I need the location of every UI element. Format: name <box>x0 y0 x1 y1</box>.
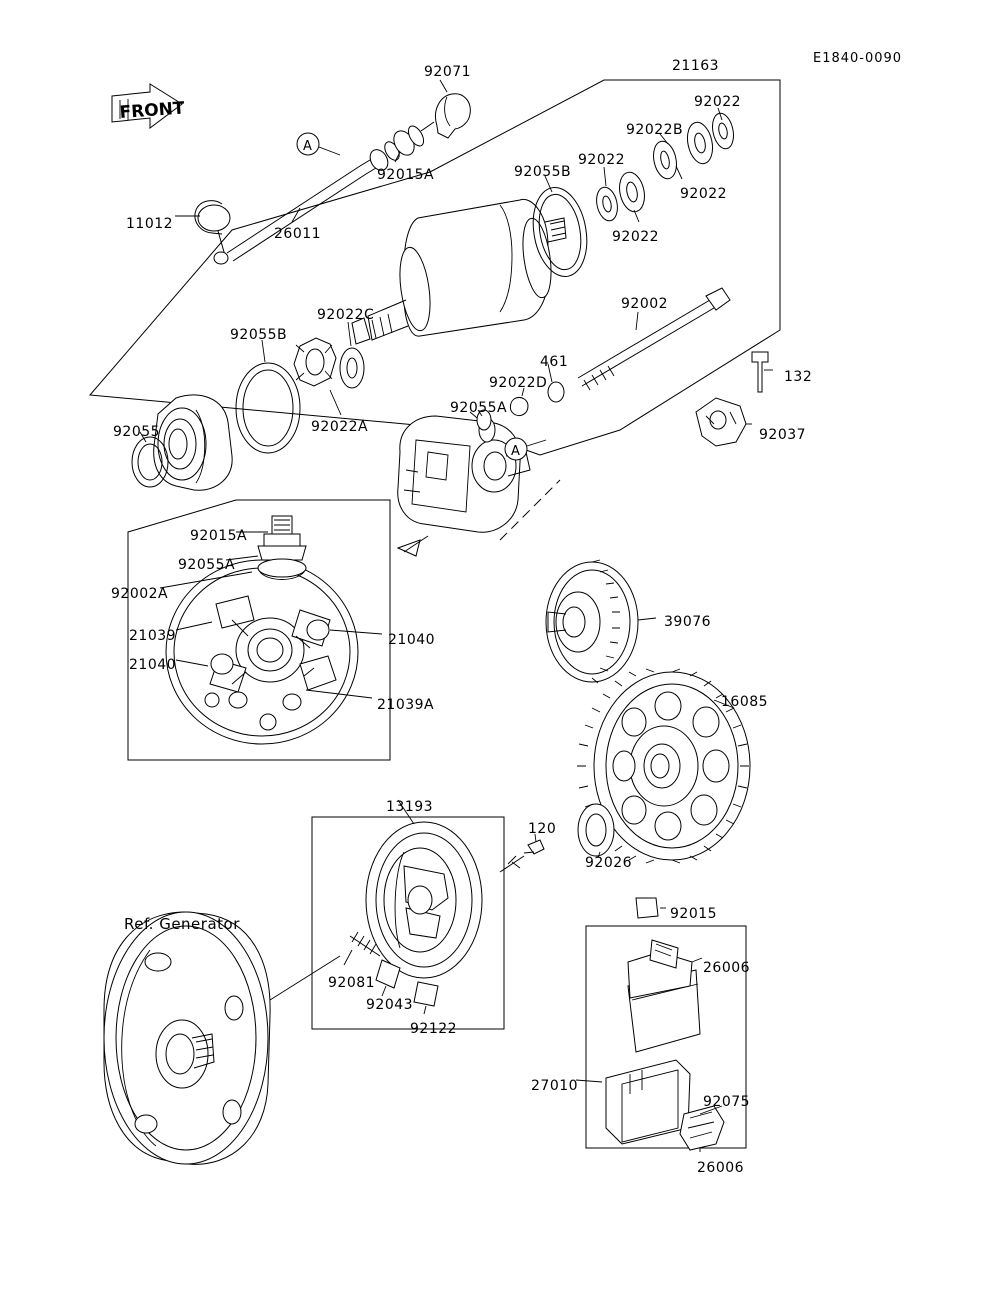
part-label-92022: 92022 <box>694 94 742 110</box>
part-label-21039: 21039 <box>129 628 177 644</box>
part-label-39076: 39076 <box>664 614 712 630</box>
part-120-bolt <box>500 834 544 872</box>
part-39076-idler-gear <box>546 560 656 683</box>
part-92026-shim <box>578 804 614 858</box>
part-label-92055B: 92055B <box>514 164 572 180</box>
part-label-92055: 92055 <box>113 424 161 440</box>
part-label-21040: 21040 <box>129 657 177 673</box>
part-label-21163: 21163 <box>672 58 720 74</box>
part-label-92071: 92071 <box>424 64 472 80</box>
part-92055-end-housing <box>132 395 232 490</box>
part-label-92022C: 92022C <box>317 307 375 323</box>
svg-text:A: A <box>303 139 312 154</box>
part-label-120: 120 <box>528 821 557 837</box>
part-label-92022: 92022 <box>680 186 728 202</box>
part-label-92081: 92081 <box>328 975 376 991</box>
svg-text:FRONT: FRONT <box>118 98 186 123</box>
part-label-92043: 92043 <box>366 997 414 1013</box>
part-461-92022D <box>477 364 564 430</box>
front-arrow-icon <box>112 84 186 128</box>
part-label-92022B: 92022B <box>626 122 684 138</box>
part-label-13193: 13193 <box>386 799 434 815</box>
part-92122-roller <box>414 982 438 1014</box>
part-label-21039A: 21039A <box>377 697 435 713</box>
part-label-92022: 92022 <box>612 229 660 245</box>
part-label-92022: 92022 <box>578 152 626 168</box>
part-27010-starter-relay <box>576 898 724 1152</box>
part-label-92002A: 92002A <box>111 586 169 602</box>
part-label-16085: 16085 <box>721 694 769 710</box>
part-label-21040: 21040 <box>388 632 436 648</box>
part-label-92022D: 92022D <box>489 375 548 391</box>
part-end-bracket <box>398 412 546 532</box>
document-id: E1840-0090 <box>813 51 903 66</box>
part-ref-generator-rotor <box>104 912 340 1164</box>
part-label-92015: 92015 <box>670 906 718 922</box>
part-label-132: 132 <box>784 369 813 385</box>
part-label-27010: 27010 <box>531 1078 579 1094</box>
part-label-92055A: 92055A <box>450 400 508 416</box>
part-label-461: 461 <box>540 354 569 370</box>
part-label-92037: 92037 <box>759 427 807 443</box>
part-label-92022A: 92022A <box>311 419 369 435</box>
part-label-92122: 92122 <box>410 1021 458 1037</box>
part-label-26006: 26006 <box>697 1160 745 1176</box>
svg-text:A: A <box>511 444 520 459</box>
part-label-92075: 92075 <box>703 1094 751 1110</box>
ref-generator-note: Ref. Generator <box>124 915 240 933</box>
part-label-92015A: 92015A <box>377 167 435 183</box>
part-label-92055B: 92055B <box>230 327 288 343</box>
part-label-26006: 26006 <box>703 960 751 976</box>
part-label-92055A: 92055A <box>178 557 236 573</box>
part-label-92026: 92026 <box>585 855 633 871</box>
part-brush-holder-assembly <box>160 516 382 744</box>
part-label-92002: 92002 <box>621 296 669 312</box>
part-starter-motor-body <box>352 199 566 344</box>
part-label-92015A: 92015A <box>190 528 248 544</box>
part-label-11012: 11012 <box>126 216 174 232</box>
part-label-26011: 26011 <box>274 226 322 242</box>
